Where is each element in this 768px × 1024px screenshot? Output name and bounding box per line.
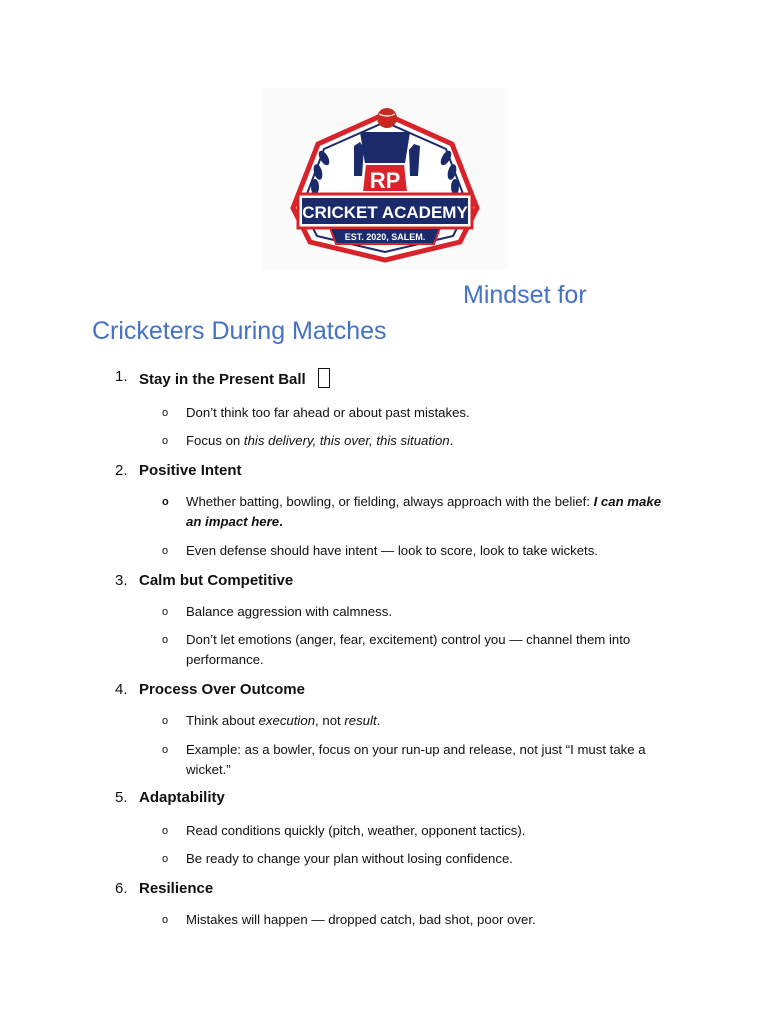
item-number: 2. — [115, 462, 128, 479]
bullet-text — [186, 740, 676, 779]
bullet-marker: o — [162, 825, 169, 837]
bullet-text — [186, 403, 676, 423]
text-run: Read conditions quickly (pitch, weather, opponent tactics). — [186, 823, 526, 838]
bullet-marker: o — [162, 853, 169, 865]
text-run: execution — [258, 713, 316, 728]
item-number: 6. — [115, 880, 128, 897]
missing-glyph-icon — [318, 368, 330, 388]
item-heading — [139, 368, 330, 388]
logo-name: CRICKET ACADEMY — [302, 203, 468, 222]
item-heading-text: Calm but Competitive — [139, 572, 294, 589]
academy-logo — [262, 88, 508, 270]
bullet-marker: o — [162, 606, 169, 618]
bullet-marker: o — [162, 545, 169, 557]
text-run: . — [376, 713, 381, 728]
text-run: Focus on — [186, 433, 244, 448]
text-run: Balance aggression with calmness. — [186, 604, 392, 619]
logo-initials: RP — [369, 168, 401, 193]
text-run: Example: as a bowler, focus on your run-up and release, not just “I must take a wicket.” — [186, 742, 646, 777]
bullet-text — [186, 849, 676, 869]
cricket-ball-icon — [377, 108, 397, 128]
text-run: Mistakes will happen — dropped catch, bad shot, poor over. — [186, 912, 536, 927]
text-run: Be ready to change your plan without losing confidence. — [186, 851, 513, 866]
item-heading — [139, 681, 305, 698]
item-number: 1. — [115, 368, 128, 385]
bullet-marker: o — [162, 407, 169, 419]
item-number: 4. — [115, 681, 128, 698]
text-run: this delivery, this over, this situation — [243, 433, 450, 448]
item-heading-text: Positive Intent — [139, 462, 242, 479]
item-number: 5. — [115, 789, 128, 806]
item-heading — [139, 789, 225, 806]
bullet-text — [186, 602, 676, 622]
bullet-marker: o — [162, 715, 169, 727]
item-heading-text: Process Over Outcome — [139, 681, 305, 698]
text-run: , not — [315, 713, 345, 728]
bullet-text — [186, 492, 676, 531]
text-run: . — [279, 513, 283, 529]
text-run: I can make an impact here — [186, 494, 662, 529]
bullet-marker: o — [162, 634, 169, 646]
logo-est: EST. 2020, SALEM. — [344, 232, 426, 242]
title-line-1: Mindset for — [463, 281, 587, 309]
bullet-text — [186, 431, 676, 451]
bullet-marker: o — [162, 496, 169, 508]
item-heading — [139, 462, 242, 479]
item-heading-text: Stay in the Present Ball — [139, 371, 306, 388]
item-number: 3. — [115, 572, 128, 589]
bullet-marker: o — [162, 744, 169, 756]
item-heading — [139, 880, 213, 897]
bullet-text — [186, 711, 676, 731]
bullet-marker: o — [162, 914, 169, 926]
bullet-marker: o — [162, 435, 169, 447]
academy-logo-graphic — [262, 88, 508, 270]
title-line-2: Cricketers During Matches — [92, 317, 387, 345]
text-run: Think about — [186, 713, 259, 728]
bullet-text — [186, 910, 676, 930]
text-run: . — [449, 433, 454, 448]
text-run: Even defense should have intent — look to score, look to take wickets. — [186, 543, 598, 558]
text-run: Don’t think too far ahead or about past mistakes. — [186, 405, 470, 420]
bullet-text — [186, 541, 676, 561]
bullet-text — [186, 630, 676, 669]
text-run: Whether batting, bowling, or fielding, always approach with the belief: — [186, 494, 594, 509]
item-heading-text: Adaptability — [139, 789, 225, 806]
bullet-text — [186, 821, 676, 841]
item-heading-text: Resilience — [139, 880, 214, 897]
text-run: result — [344, 713, 377, 728]
item-heading — [139, 572, 293, 589]
text-run: Don’t let emotions (anger, fear, excitement) control you — channel them into performance. — [186, 632, 631, 667]
